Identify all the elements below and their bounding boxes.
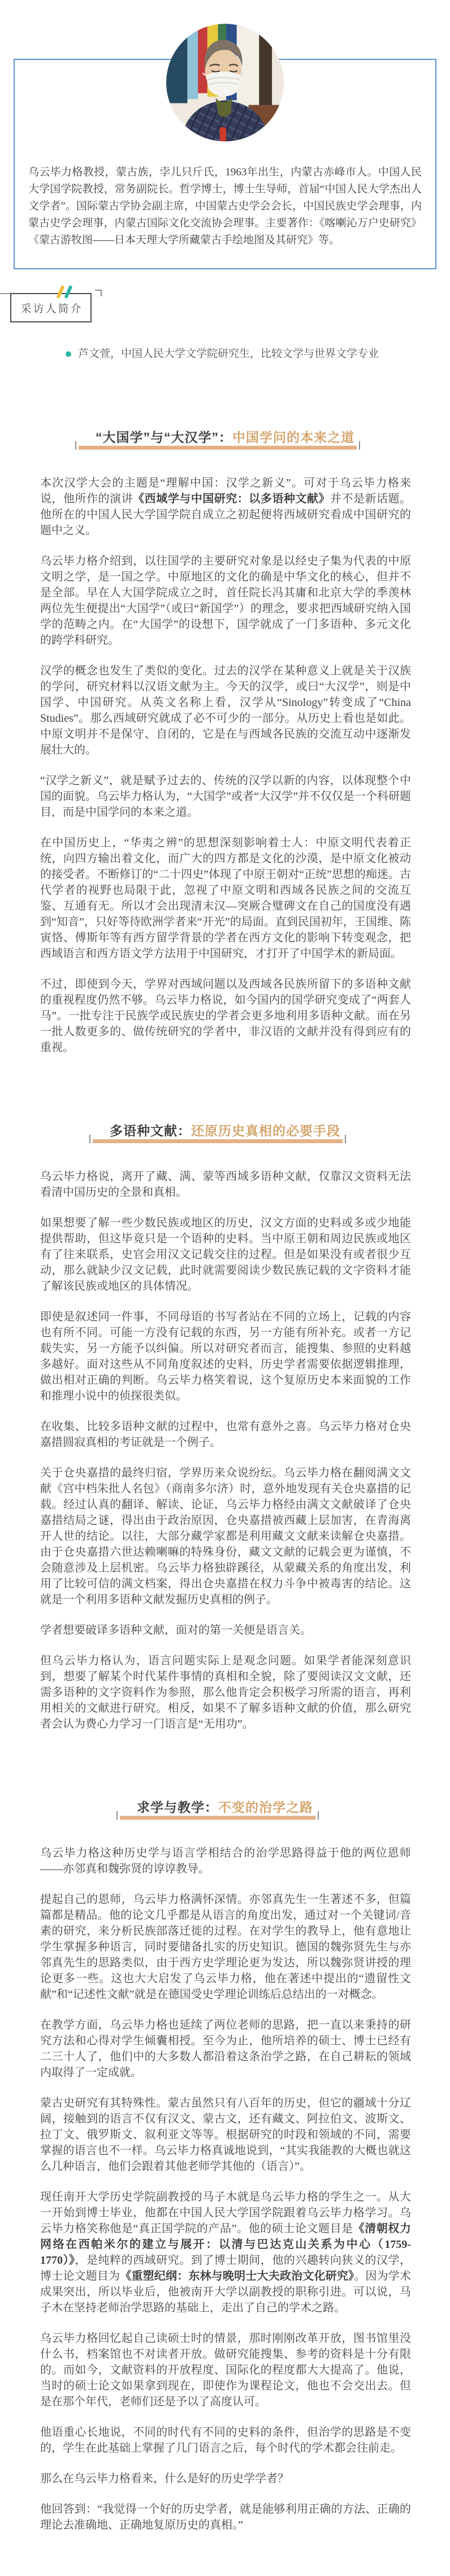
text-run: 乌云毕力格这种历史学与语言学相结合的治学思路得益于他的两位恩师——亦邻真和魏弥贤的谆谆教导。 [40,1847,411,1875]
text-run: 如果想要了解一些少数民族或地区的历史，汉文方面的史料或多或少地能提供帮助，但这毕竟只是一个语种的史料。当中原王朝和周边民族或地区有了往来联系，史官会用汉文记载交往的过程。但是如果没有或者很少互动，那么就缺少汉文记载，此时就需要阅读少数民族记载的文字资料才能了解该民族或地区的具体情况。 [40,1217,411,1293]
text-run: 蒙古史研究有其特殊性。蒙古虽然只有八百年的历史，但它的疆域十分辽阔，接触到的语言不仅有汉文、蒙古文，还有藏文、阿拉伯文、波斯文、拉丁文、俄罗斯文、叙利亚文等等。根据研究的时段和领域的不同，需要掌握的语言也不一样。乌云毕力格真诚地说到，“其实我能教的大概也就这么几种语言，他们会跟着其他老师学其他的（语言）”。 [40,2097,411,2173]
profile-bio-text: 乌云毕力格教授，蒙古族，孛儿只斤氏，1963年出生，内蒙古赤峰市人。中国人民大学国学院教授，常务副院长。哲学博士，博士生导师，首届“中国人民大学杰出人文学者”。国际蒙古学协会副主席，中国蒙古史学会会长，中国民族史学会理事，内蒙古史学会理事，内蒙古国际文化交流协会理事。主要著作：《喀喇沁万户史研究》《蒙古游牧图——日本天理大学所藏蒙古手绘地图及其研究》等。 [28,166,422,246]
book-title-bold: 《重塑纪纲：东林与晚明士大夫政治文化研究》 [120,2270,354,2282]
text-run: 他回答到：“我觉得一个好的历史学者，就是能够利用正确的方法、正确的理论去准确地、正确地复原历史的真相。” [40,2503,411,2531]
article-paragraph [40,1845,411,1877]
yellow-slash-icon [56,285,64,299]
text-run: 在中国历史上，“华夷之辨”的思想深刻影响着士人：中原文明代表着正统，向四方输出着文化，而广大的四方都是文化的沙漠，是中原文化被动的接受者。不断修订的“二十四史”体现了中原王朝对“正统”思想的痴迷。古代学者的视野也局限于此，忽视了中原文明和西域各民族之间的交流互鉴、互通有无。所以才会出现清末汉—突厥合璧碑文在自己的国度没有遇到“知音”，只好等待欧洲学者来“开光”的局面。直到民国初年，王国维、陈寅恪、傅斯年等有西方留学背景的学者在西方文化的影响下转变观念，把西域语言和西方语文学方法用于中国研究，才打开了中国学术的新局面。 [40,837,411,960]
article-paragraph [40,773,411,820]
article-paragraph [40,2501,411,2533]
section-heading [0,429,450,446]
double-slash-icon [54,285,77,301]
heading-left-tick [75,441,76,450]
book-title-bold: 《清朝权力网络在西帕米尔的建立与展开：以清与巴达克山关系为中心（1759-1770）》 [40,2222,411,2267]
section-title-main: “大国学”与“大汉学”： [96,430,232,445]
article-paragraph [40,2471,411,2487]
interviewer-intro-header [0,293,450,324]
section-title-main: 多语种文献： [110,1123,191,1138]
heading-left-tick [89,1135,90,1143]
section-heading [0,1122,450,1139]
text-run: 在教学方面，乌云毕力格也延续了两位老师的思路，把一直以来秉持的研究方法和心得对学生倾囊相授。至今为止，他所培养的硕士、博士已经有二三十人了，他们中的大多数人都沿着这条治学之路，在自己耕耘的领域内取得了一定成就。 [40,2019,411,2079]
article-section [0,1799,450,2533]
heading-underline-bar [120,1816,315,1820]
article-paragraph [40,1169,411,1200]
article-paragraph [40,553,411,648]
text-run: “汉学之新义”，就是赋予过去的、传统的汉学以新的内容，以体现整个中国的面貌。乌云毕力格认为，“大国学”或者“大汉学”并不仅仅是一个科研题目，而是中国学问的本来之道。 [40,774,411,819]
heading-right-tick [359,441,360,450]
section-heading-inner [110,1122,340,1139]
text-run: 在收集、比较多语种文献的过程中，也常有意外之喜。乌云毕力格对仓央嘉措圆寂真相的考证就是一个例子。 [40,1420,411,1449]
text-run: 乌云毕力格回忆起自己读硕士时的情景，那时刚刚改革开放，图书馆里没什么书，档案馆也不对读者开放。做研究能搜集、参考的资料是十分有限的。而如今，文献资料的开放程度、国际化的程度都大大提高了。他说，当时的硕士论文如果拿到现在，即使作为课程论文，他也不会交出去。但是在那个年代，老师们还是予以了高度认可。 [40,2332,411,2408]
article-paragraph [40,663,411,758]
section-heading [0,1799,450,1816]
interviewer-intro-title: 采访人简介 [20,303,83,315]
heading-right-tick [318,1811,319,1820]
text-run: 现任南开大学历史学院副教授的马子木就是乌云毕力格的学生之一。从大一开始到博士毕业，他都在中国人民大学国学院跟着乌云毕力格学习。乌云毕力格笑称他是“真正国学院的产品”。他的硕士论文题目是 [40,2191,411,2235]
section-title-accent: 中国学问的本来之道 [232,430,354,445]
text-run: 学者想要破译多语种文献，面对的第一关便是语言关。 [40,1624,311,1636]
section-title-accent: 还原历史真相的必要手段 [191,1123,340,1138]
bullet-dot-icon [66,351,71,357]
article-paragraph [40,835,411,962]
text-run: 乌云毕力格说，离开了藏、满、蒙等西域多语种文献，仅靠汉文资料无法看清中国历史的全景和真相。 [40,1170,411,1199]
article-paragraph [40,475,411,539]
article-paragraph [40,2095,411,2174]
portrait-photo-illustration [166,24,284,141]
text-run: 但乌云毕力格认为，语言问题实际上是观念问题。如果学者能深刻意识到，想要了解某个时代某件事情的真相和全貌，除了要阅读汉文文献，还需多语种的文字资料作为参照，那么他肯定会积极学习所需的语言，再利用相关的文献进行研究。相反，如果不了解多语种文献的价值，那么研究者会认为费心力学习一门语言是“无用功”。 [40,1655,411,1730]
article-paragraph [40,2017,411,2080]
article-paragraph [40,1309,411,1404]
article-paragraph [40,1653,411,1732]
text-run: 那么在乌云毕力格看来，什么是好的历史学学者？ [40,2472,289,2485]
section-title-main: 求学与教学： [137,1800,218,1815]
article-section [0,1122,450,1732]
bottom-whitespace [0,2533,450,2576]
heading-left-tick [116,1811,118,1820]
corner-bracket-icon [95,290,102,296]
book-title-bold: 《西域学与中国研究：以多语种文献》 [133,493,330,505]
portrait-avatar [166,24,284,141]
text-run: 。因为学术成果突出，所以毕业后，他被南开大学以副教授的职称引进。可以说，马子木在坚持老师治学思路的基础上，走出了自己的学术之路。 [40,2270,411,2314]
interviewer-bullet-text: 芦文萱，中国人民大学文学院研究生，比较文学与世界文学专业 [78,348,379,360]
article-paragraph [40,2331,411,2410]
text-run: 并不是新话题。他所在的中国人民大学国学院自成立之初起便将西域研究看成中国研究的题中之义。 [40,493,412,537]
text-run: 不过，即使到今天，学界对西域问题以及西域各民族所留下的多语种文献的重视程度仍然不够。乌云毕力格说，如今国内的国学研究变成了“两套人马”。一批专注于民族学或民族史的学者会更多地利用多语种文献。而在另一批人数更多的、做传统研究的学者中，非汉语的文献并没有得到应有的重视。 [40,978,411,1054]
article-paragraph [40,2189,411,2316]
heading-underline-bar [79,446,357,450]
text-run: 关于仓央嘉措的最终归宿，学界历来众说纷纭。乌云毕力格在翻阅满文文献《宫中档朱批人名包》（商南多尔济）时，意外地发现有关仓央嘉措的记载。经过认真的翻译、解读、论证，乌云毕力格经由满文文献破译了仓央嘉措结局之谜，得出由于政治原因，仓央嘉措被西藏上层加害，在青海离开人世的结论。以往，大部分藏学家都是利用藏文文献来读解仓央嘉措。由于仓央嘉措六世达赖喇嘛的特殊身份，藏文文献的记载会更为谨慎，不会随意涉及上层机密。乌云毕力格独辟蹊径，从蒙藏关系的角度出发，利用了比较可信的满文档案，得出仓央嘉措在权力斗争中被毒害的结论。这就是一个利用多语种文献发掘历史真相的例子。 [40,1467,411,1606]
article-paragraph [40,1892,411,2002]
article-sections [0,429,450,2533]
text-run: 本次汉学大会的主题是“理解中国：汉学之新义”。可对于乌云毕力格来说，他所作的演讲 [40,477,411,505]
interviewer-bullet-row [66,346,410,362]
text-run: 即使是叙述同一件事，不同母语的书写者站在不同的立场上，记载的内容也有所不同。可能一方没有记载的东西，另一方能有所补充。或者一方记载失实，另一方能予以纠偏。所以对研究者而言，能搜集、参照的史料越多越好。面对这些从不同角度叙述的史料，历史学者需要依据逻辑推理，做出相对正确的判断。乌云毕力格笑着说，这个复原历史本来面貌的工作和推理小说中的侦探很类似。 [40,1311,411,1402]
article-paragraph [40,2424,411,2456]
section-heading-inner [137,1799,313,1816]
heading-right-tick [345,1135,346,1143]
text-run: 汉学的概念也发生了类似的变化。过去的汉学在某种意义上就是关于汉族的学问，研究材料以汉语文献为主。今天的汉学，或曰“大汉学”，则是中国学、中国研究。从英文名称上看，汉学从“Sinology”转变成了“China Studies”。那么西域研究就成了必不可少的一部分。从历史上看也是如此。中原文明并不是保守、自闭的，它是在与西域各民族的交流互动中逐渐发展壮大的。 [40,665,411,756]
avatar-wrap [0,0,450,141]
heading-underline-bar [93,1139,343,1143]
article-paragraph [40,976,411,1056]
article-paragraph [40,1622,411,1638]
text-run: 提起自己的恩师，乌云毕力格满怀深情。亦邻真先生一生著述不多，但篇篇都是精品。他的论文几乎都是从语言的角度出发，通过对一个关键词/音素的研究，来分析民族部落迁徙的过程。在对学生的教导上，他有意地让学生掌握多种语言，同时要储备扎实的历史知识。德国的魏弥贤先生与亦邻真先生的思路类似，由于西方史学理论更为发达，所以魏弥贤讲授的理论更多一些。这也大大启发了乌云毕力格，他在著述中提出的“遗留性文献”和“记述性文献”就是在德国受史学理论训练后总结出的一对概念。 [40,1893,411,2001]
text-run: 他语重心长地说，不同的时代有不同的史料的条件，但治学的思路是不变的，学生在此基础上掌握了几门语言之后，每个时代的学术都会往前走。 [40,2426,411,2454]
text-run: ，是纯粹的西域研究。到了博士期间，他的兴趣转向狭义的汉学，博士论文题目为 [40,2254,412,2282]
interviewer-intro-box [10,293,92,322]
teal-slash-icon [64,285,72,299]
section-title-accent: 不变的治学之路 [218,1800,313,1815]
article-section [0,429,450,1056]
article-paragraph [40,1465,411,1608]
section-heading-inner [96,429,354,446]
text-run: 乌云毕力格介绍到，以往国学的主要研究对象是以经史子集为代表的中原文明之学，是一国之学。中原地区的文化的确是中华文化的核心，但并不是全部。早在人大国学院成立之时，首任院长冯其庸和北京大学的季羡林两位先生便提出“大国学”（或曰“新国学”）的理念，要求把西域研究纳入国学的范畴之内。在“大国学”的设想下，国学就成了一门多语种、多元文化的跨学科研究。 [40,555,411,647]
article-paragraph [40,1419,411,1450]
article-paragraph [40,1215,411,1294]
